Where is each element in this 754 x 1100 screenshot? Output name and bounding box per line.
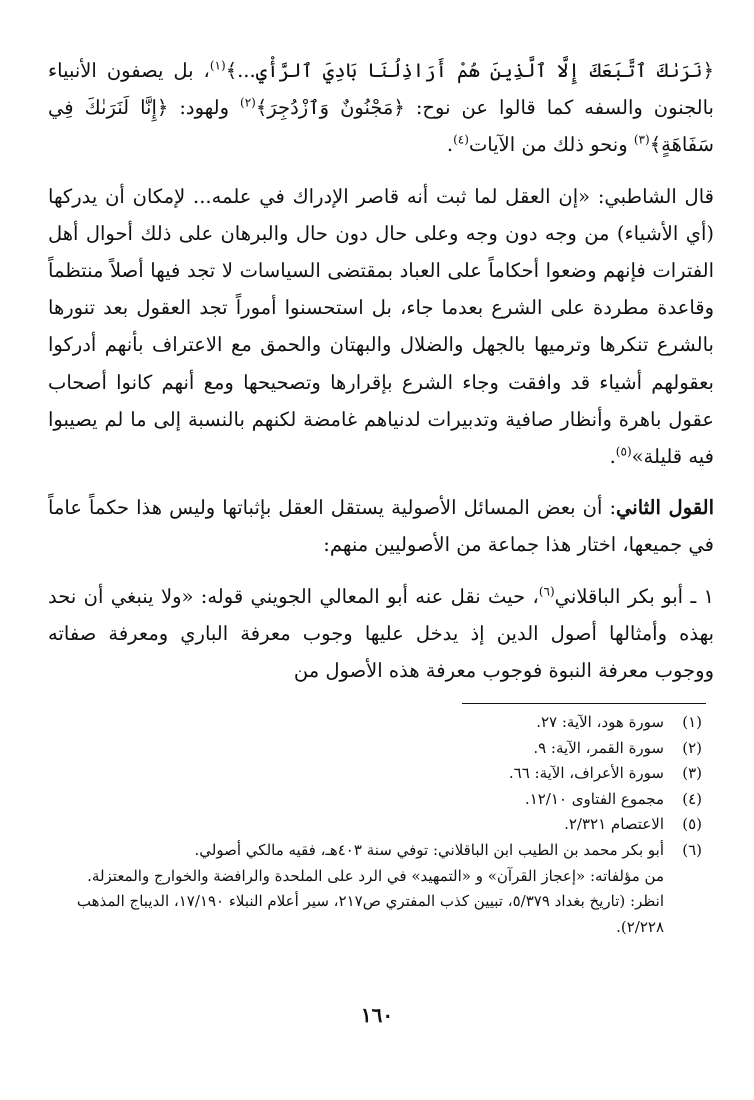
footnote-line: من مؤلفاته: «إعجاز القرآن» و «التمهيد» في الرد على الملحدة والرافضة والخوارج والمعتزلة. xyxy=(87,866,664,885)
footnote-line: انظر: (تاريخ بغداد ٥/٣٧٩، تبيين كذب المفتري ص٢١٧، سير أعلام النبلاء ١٧/١٩٠، الديباج المذهب ٢/٢٢٨). xyxy=(76,892,664,936)
footnote-number: (٦) xyxy=(682,840,702,859)
footnote-line: سورة القمر، الآية: ٩. xyxy=(533,738,664,757)
paragraph-text: ١ ـ أبو بكر الباقلاني xyxy=(554,584,715,608)
footnote-text xyxy=(40,761,664,787)
paragraph-text: : أن بعض المسائل الأصولية يستقل العقل بإثباتها وليس هذا حكماً عاماً في جميعها، اختار هذا جماعة من الأصوليين منهم: xyxy=(48,496,714,557)
paragraph-3 xyxy=(48,489,714,563)
footnote-line: سورة الأعراف، الآية: ٦٦. xyxy=(508,764,664,783)
footnote-number: (٢) xyxy=(682,738,702,757)
page-content xyxy=(48,52,714,689)
footnote-line: أبو بكر محمد بن الطيب ابن الباقلاني: توفي سنة ٤٠٣هـ، فقيه مالكي أصولي. xyxy=(194,840,664,859)
footnote-text xyxy=(40,736,664,762)
footnote-item xyxy=(40,838,702,940)
footnote-line: سورة هود، الآية: ٢٧. xyxy=(536,713,664,731)
footnote-item xyxy=(40,787,702,813)
footnote-text xyxy=(40,710,664,736)
footnote-item xyxy=(40,761,702,787)
footnote-number: (١) xyxy=(682,713,702,731)
paragraph-1 xyxy=(48,52,714,164)
footnote-line: الاعتصام ٢/٣٢١. xyxy=(564,815,664,834)
footnote-line: مجموع الفتاوى ١٢/١٠. xyxy=(524,789,664,808)
footnote-ref: (٣) xyxy=(633,132,650,147)
footnote-text xyxy=(40,812,664,838)
body-text xyxy=(48,52,714,689)
paragraph-2 xyxy=(48,178,714,476)
footnote-ref: (٦) xyxy=(538,584,555,599)
paragraph-text: قال الشاطبي: «إن العقل لما ثبت أنه قاصر الإدراك في علمه... لإمكان أن يدركها (أي الأشياء) من وجه دون وجه وعلى حال دون حال والبرهان على ذلك أحوال أهل الفترات فإنهم وضعوا أحكاماً على العباد بمقتضى السياسات لا تجد فيها أصلاً منتظماً وقاعدة مطردة على الشرع بعدما جاء، بل استحسنوا أموراً تجد العقول بعد تنورها بالشرع تنكرها وترميها بالجهل والضلال والبهتان والحمق مع الاعتراف بأنهم أدركوا بعقولهم أشياء قد وافقت وجاء الشرع بإقرارها وتصحيحها ومع أنهم كانوا أصحاب عقول باهرة وأنظار صافية وتدبيرات لدنياهم غامضة لكنهم بالنسبة إلى ما لم يصيبوا فيه قليلة» xyxy=(48,184,714,469)
footnote-number: (٥) xyxy=(682,815,702,834)
footnote-text xyxy=(40,838,664,940)
quran-verse: ﴿نَرَىٰكَ ٱتَّبَعَكَ إِلَّا ٱلَّذِينَ هُمْ أَرَاذِلُنَا بَادِيَ ٱلرَّأْيِ...﴾ xyxy=(225,59,714,82)
footnotes xyxy=(40,710,702,940)
paragraph-text: . xyxy=(609,445,616,469)
footnote-ref: (٤) xyxy=(453,132,469,147)
page-number: ١٦٠ xyxy=(360,1003,394,1027)
paragraph-text: ولهود: xyxy=(168,96,241,120)
quran-verse: ﴿مَجْنُونٌ وَٱزْدُجِرَ﴾ xyxy=(255,96,405,120)
quran-verse: ﴿إِنَّا لَنَرَىٰكَ فِي سَفَاهَةٍ﴾ xyxy=(48,96,714,157)
section-label: القول الثاني xyxy=(616,496,714,520)
paragraph-4 xyxy=(48,578,714,690)
paragraph-text: ، حيث نقل عنه أبو المعالي الجويني قوله: «ولا ينبغي أن نحد بهذه وأمثالها أصول الدين إذ يدخل عليها وجوب معرفة الباري ومعرفة صفاته ووجوب معرفة النبوة فوجوب معرفة هذه الأصول من xyxy=(48,584,714,683)
footnote-item xyxy=(40,736,702,762)
footnote-ref: (١) xyxy=(209,58,226,73)
footnote-number: (٣) xyxy=(682,764,702,783)
paragraph-text: ونحو ذلك من الآيات xyxy=(468,133,634,157)
footnote-item xyxy=(40,710,702,736)
footnote-ref: (٥) xyxy=(615,444,632,459)
footnote-divider xyxy=(462,703,706,704)
footnote-item xyxy=(40,812,702,838)
footnote-ref: (٢) xyxy=(240,95,256,110)
footnote-number: (٤) xyxy=(682,789,702,808)
paragraph-text: ، بل يصفون الأنبياء بالجنون والسفه كما قالوا عن نوح: xyxy=(48,59,714,120)
paragraph-text: . xyxy=(446,133,454,157)
footnote-text xyxy=(40,787,664,813)
